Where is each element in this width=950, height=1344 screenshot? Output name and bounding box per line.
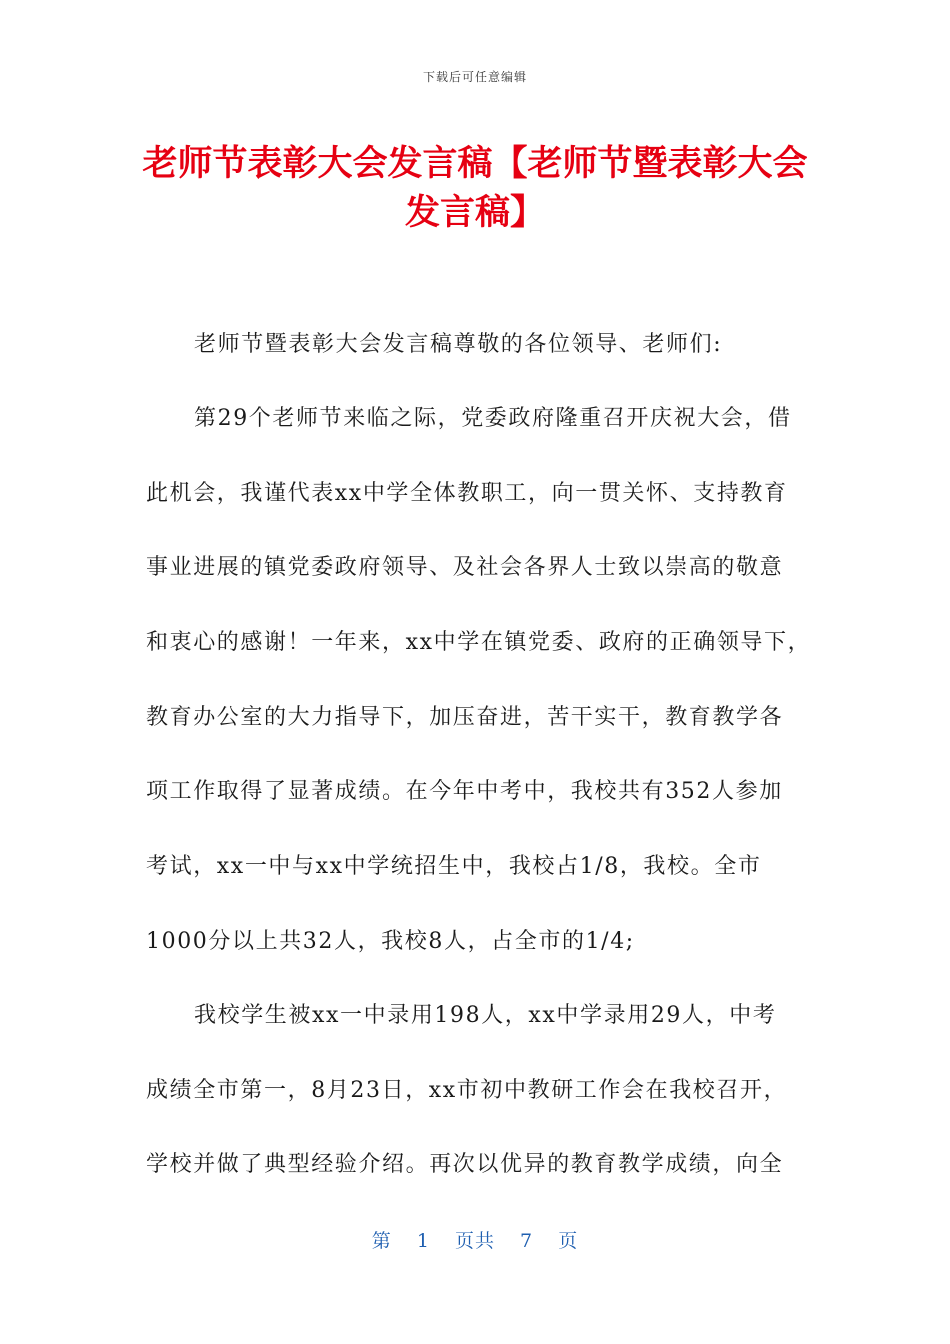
body-line: 项工作取得了显著成绩。在今年中考中，我校共有352人参加 <box>146 779 783 804</box>
body-line: 学校并做了典型经验介绍。再次以优异的教育教学成绩，向全 <box>146 1152 784 1177</box>
footer-suffix: 页 <box>558 1230 579 1252</box>
title-line-1: 老师节表彰大会发言稿【老师节暨表彰大会 <box>142 144 808 184</box>
footer-prefix: 第 <box>371 1230 392 1252</box>
body-line: 事业进展的镇党委政府领导、及社会各界人士致以崇高的敬意 <box>146 555 784 580</box>
title-line-2: 发言稿】 <box>404 193 545 233</box>
footer-page-number: 1 <box>416 1230 430 1252</box>
body-line: 考试，xx一中与xx中学统招生中，我校占1/8，我校。全市 <box>146 854 762 879</box>
body-line: 教育办公室的大力指导下，加压奋进，苦干实干，教育教学各 <box>146 705 784 730</box>
footer-total-pages: 7 <box>520 1230 534 1252</box>
body-line: 第29个老师节来临之际，党委政府隆重召开庆祝大会，借 <box>194 406 792 431</box>
body-line: 老师节暨表彰大会发言稿尊敬的各位领导、老师们: <box>194 332 723 357</box>
footer-middle: 页共 <box>454 1230 495 1252</box>
document-title <box>120 140 830 238</box>
page-footer <box>0 1226 950 1253</box>
body-line: 1000分以上共32人，我校8人，占全市的1/4; <box>146 929 635 954</box>
body-line: 成绩全市第一，8月23日，xx市初中教研工作会在我校召开， <box>146 1078 788 1103</box>
body-line: 我校学生被xx一中录用198人，xx中学录用29人，中考 <box>194 1003 777 1028</box>
body-line: 和衷心的感谢！一年来，xx中学在镇党委、政府的正确领导下， <box>146 630 812 655</box>
body-line: 此机会，我谨代表xx中学全体教职工，向一贯关怀、支持教育 <box>146 481 788 506</box>
header-note: 下载后可任意编辑 <box>422 70 527 84</box>
